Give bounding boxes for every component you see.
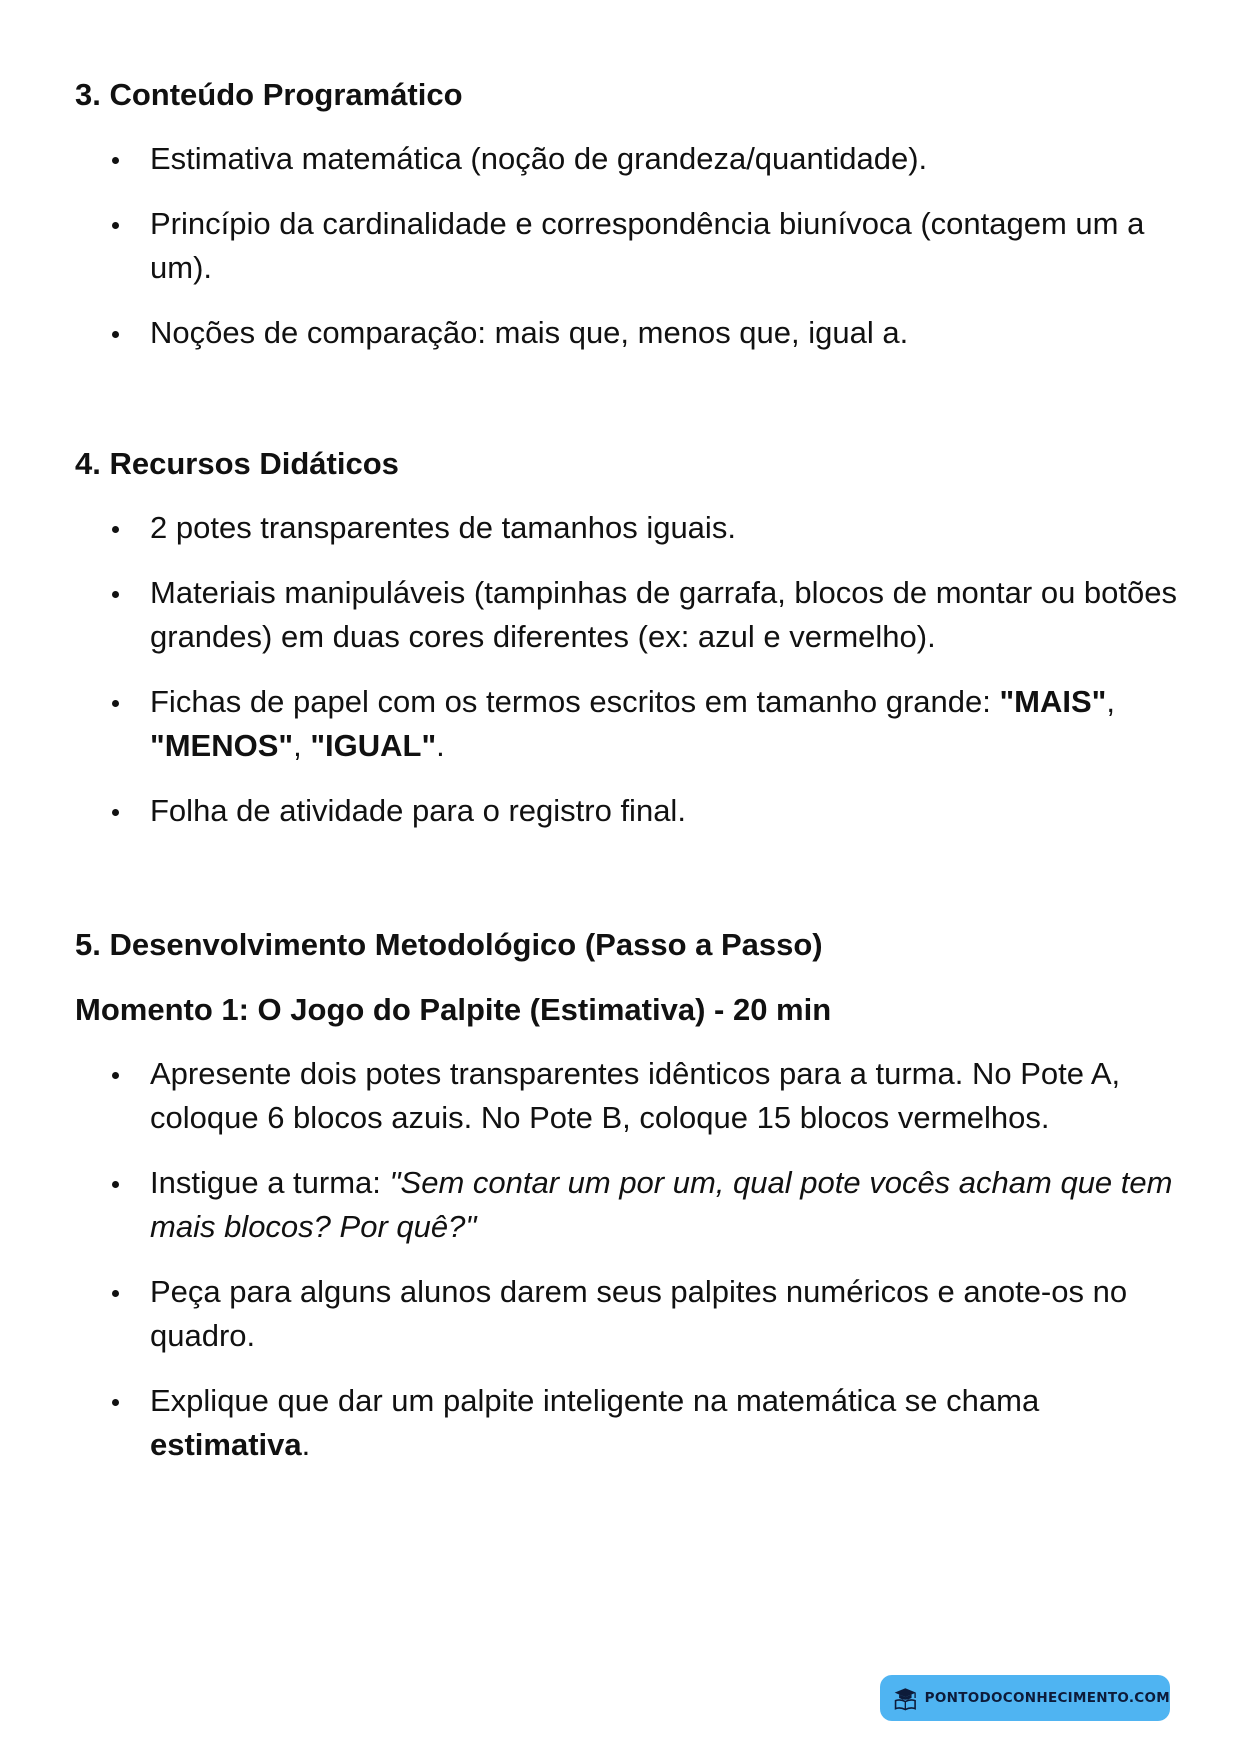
bullet-icon: [112, 1072, 119, 1079]
bullet-icon: [112, 1399, 119, 1406]
list-item: Estimativa matemática (noção de grandeza/quantidade).: [75, 137, 1185, 181]
list-item: Noções de comparação: mais que, menos que, igual a.: [75, 311, 1185, 355]
list-item: Materiais manipuláveis (tampinhas de garrafa, blocos de montar ou botões grandes) em duas cores diferentes (ex: azul e vermelho).: [75, 571, 1185, 659]
bullet-icon: [112, 591, 119, 598]
list-item: Princípio da cardinalidade e correspondência biunívoca (contagem um a um).: [75, 202, 1185, 290]
bullet-icon: [112, 331, 119, 338]
section-heading: 5. Desenvolvimento Metodológico (Passo a Passo): [75, 927, 823, 962]
section-content: [75, 75, 1185, 376]
term-mais: "MAIS": [999, 684, 1107, 719]
bullet-icon: [112, 700, 119, 707]
bullet-list: [75, 1052, 1185, 1467]
term-igual: "IGUAL": [310, 728, 437, 763]
term-menos: "MENOS": [150, 728, 294, 763]
section-heading: 3. Conteúdo Programático: [75, 77, 463, 112]
list-item: Instigue a turma: "Sem contar um por um, qual pote vocês acham que tem mais blocos? Por quê?": [75, 1161, 1185, 1249]
section-heading: 4. Recursos Didáticos: [75, 446, 399, 481]
bullet-icon: [112, 809, 119, 816]
bullet-icon: [112, 1290, 119, 1297]
bullet-icon: [112, 222, 119, 229]
bullet-icon: [112, 1181, 119, 1188]
list-item: 2 potes transparentes de tamanhos iguais.: [75, 506, 1185, 550]
section-methodology: [75, 925, 1185, 1488]
bullet-list: [75, 506, 1185, 833]
term-estimativa: estimativa: [150, 1427, 302, 1462]
list-item: Folha de atividade para o registro final.: [75, 789, 1185, 833]
bullet-list: [75, 137, 1185, 355]
graduation-cap-book-icon: [892, 1683, 919, 1713]
list-item: Fichas de papel com os termos escritos em tamanho grande: "MAIS", "MENOS", "IGUAL".: [75, 680, 1185, 768]
list-item: Explique que dar um palpite inteligente na matemática se chama estimativa.: [75, 1379, 1185, 1467]
site-logo[interactable]: [880, 1675, 1170, 1721]
bullet-icon: [112, 157, 119, 164]
teacher-question: "Sem contar um por um, qual pote vocês acham que tem mais blocos? Por quê?": [150, 1165, 1173, 1244]
list-item: Peça para alguns alunos darem seus palpites numéricos e anote-os no quadro.: [75, 1270, 1185, 1358]
list-item: Apresente dois potes transparentes idênticos para a turma. No Pote A, coloque 6 blocos azuis. No Pote B, coloque 15 blocos vermelhos.: [75, 1052, 1185, 1140]
bullet-icon: [112, 526, 119, 533]
logo-text: PONTODOCONHECIMENTO.COM: [924, 1690, 1170, 1706]
section-resources: [75, 444, 1185, 854]
section-subheading: Momento 1: O Jogo do Palpite (Estimativa) - 20 min: [75, 992, 832, 1027]
